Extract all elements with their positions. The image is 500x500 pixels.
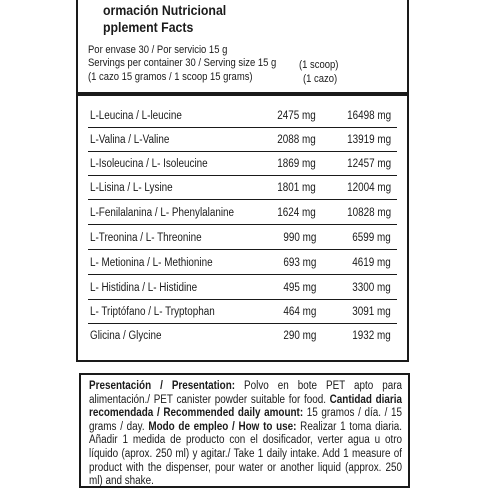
table-row: [88, 300, 397, 324]
table-row: [88, 251, 397, 275]
amino-acid-name: L- Triptófano / L- Tryptophan: [90, 306, 215, 318]
per-container-value: 1932 mg: [352, 330, 391, 342]
row-divider: [88, 224, 397, 225]
header-divider: [78, 92, 407, 96]
facts-header: [88, 2, 243, 36]
per-container-value: 16498 mg: [347, 110, 391, 122]
table-row: [88, 324, 397, 348]
table-row: [88, 104, 397, 128]
amino-acid-name: L-Fenilalanina / L- Phenylalanine: [90, 207, 235, 219]
per-serving-value: 2475 mg: [277, 110, 316, 122]
table-row: [88, 201, 397, 225]
usage-label: Modo de empleo / How to use:: [148, 420, 297, 433]
table-row: [88, 276, 397, 300]
table-row: [88, 226, 397, 250]
usage-text: Realizar 1 toma diaria. Añadir 1 medida de producto con el dosificador, verter agua u otro líquido (aprox. 250 ml) y agitar./ Take 1 daily intake. Add 1 measure of product with the dispenser, pour water or another liquid (approx. 250 ml) and shake.: [89, 420, 403, 488]
per-envase-line: Por envase 30 / Por servicio 15 g: [88, 44, 228, 56]
cazo-label: (1 cazo): [303, 73, 338, 85]
amino-acid-name: L-Isoleucina / L- Isoleucine: [90, 158, 208, 170]
per-serving-value: 693 mg: [283, 257, 316, 269]
amino-acid-name: L-Valina / L-Valine: [90, 134, 170, 146]
per-container-value: 6599 mg: [352, 232, 391, 244]
daily-amount-label: Cantidad diaria recomendada / Recommended daily amount:: [89, 393, 403, 420]
per-serving-value: 990 mg: [283, 232, 316, 244]
cazo-line: (1 cazo 15 gramos / 1 scoop 15 grams): [88, 71, 253, 83]
table-row: [88, 152, 397, 176]
per-container-value: 12004 mg: [347, 182, 391, 194]
amino-acid-name: L- Metionina / L- Methionine: [90, 257, 213, 269]
usage-info-box: [79, 373, 410, 488]
amino-acid-name: L-Treonina / L- Threonine: [90, 232, 202, 244]
per-serving-value: 495 mg: [283, 282, 316, 294]
per-container-value: 12457 mg: [347, 158, 391, 170]
table-row: [88, 176, 397, 200]
amino-acid-name: L-Leucina / L-leucine: [90, 110, 182, 122]
servings-line: Servings per container 30 / Serving size 15 g: [88, 57, 277, 69]
presentation-label: Presentación / Presentation:: [89, 380, 236, 392]
per-serving-value: 464 mg: [283, 306, 316, 318]
daily-amount-text: 15 gramos / día. / 15 grams / day.: [89, 407, 403, 433]
row-divider: [88, 249, 397, 250]
scoop-label: (1 scoop): [299, 59, 339, 71]
per-serving-value: 2088 mg: [277, 134, 316, 146]
table-row: [88, 128, 397, 152]
supplement-facts-panel: [76, 0, 409, 362]
per-serving-value: 1801 mg: [277, 182, 316, 194]
per-serving-value: 290 mg: [283, 330, 316, 342]
presentation-text: Polvo en bote PET apto para alimentación./ PET canister powder suitable for food.: [89, 380, 403, 406]
per-container-value: 3300 mg: [352, 282, 391, 294]
per-container-value: 4619 mg: [352, 257, 391, 269]
amino-acid-name: L- Histidina / L- Histidine: [90, 282, 198, 294]
amino-acid-name: L-Lisina / L- Lysine: [90, 182, 173, 194]
amino-acid-name: Glicina / Glycine: [90, 330, 162, 342]
usage-info-text: [89, 380, 402, 489]
row-divider: [88, 274, 397, 275]
row-divider: [88, 199, 397, 200]
per-serving-value: 1869 mg: [277, 158, 316, 170]
per-container-value: 3091 mg: [352, 306, 391, 318]
facts-title-spanish: ormación Nutricional: [103, 2, 227, 18]
per-serving-value: 1624 mg: [277, 207, 316, 219]
per-container-value: 10828 mg: [347, 207, 391, 219]
per-container-value: 13919 mg: [347, 134, 391, 146]
facts-title-english: pplement Facts: [103, 19, 194, 35]
